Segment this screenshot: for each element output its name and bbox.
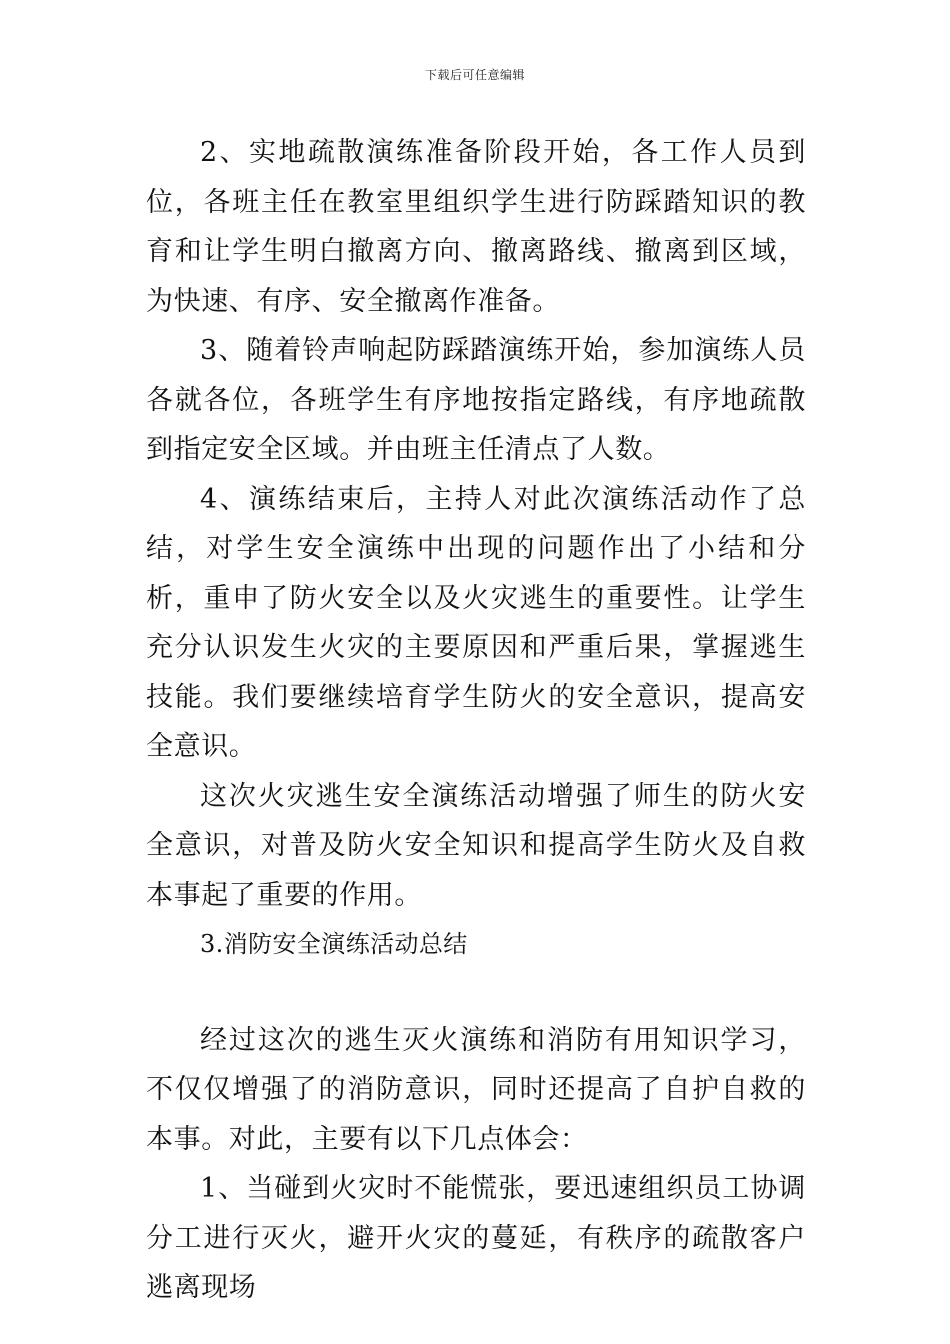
page-header-note: 下载后可任意编辑 (424, 68, 525, 82)
paragraph-step-2: 2、实地疏散演练准备阶段开始，各工作人员到位，各班主任在教室里组织学生进行防踩踏知识的教育和让学生明白撤离方向、撤离路线、撤离到区域，为快速、有序、安全撤离作准备。 (146, 137, 806, 317)
paragraph-point-1: 1、当碰到火灾时不能慌张，要迅速组织员工协调分工进行灭火，避开火灾的蔓延，有秩序的疏散客户逃离现场 (146, 1173, 806, 1303)
paragraph-step-4: 4、演练结束后，主持人对此次演练活动作了总结，对学生安全演练中出现的问题作出了小结和分析，重申了防火安全以及火灾逃生的重要性。让学生充分认识发生火灾的主要原因和严重后果，掌握逃生技能。我们要继续培育学生防火的安全意识，提高安全意识。 (146, 483, 806, 762)
section-spacer (146, 970, 806, 1016)
paragraph-step-3: 3、随着铃声响起防踩踏演练开始，参加演练人员各就各位，各班学生有序地按指定路线，有序地疏散到指定安全区域。并由班主任清点了人数。 (146, 335, 806, 465)
paragraph-summary: 这次火灾逃生安全演练活动增强了师生的防火安全意识，对普及防火安全知识和提高学生防火及自救本事起了重要的作用。 (146, 780, 806, 911)
section-heading: 3.消防安全演练活动总结 (200, 930, 468, 958)
paragraph-intro: 经过这次的逃生灭火演练和消防有用知识学习，不仅仅增强了的消防意识，同时还提高了自护自救的本事。对此，主要有以下几点体会： (146, 1024, 806, 1155)
document-body (146, 128, 806, 1313)
